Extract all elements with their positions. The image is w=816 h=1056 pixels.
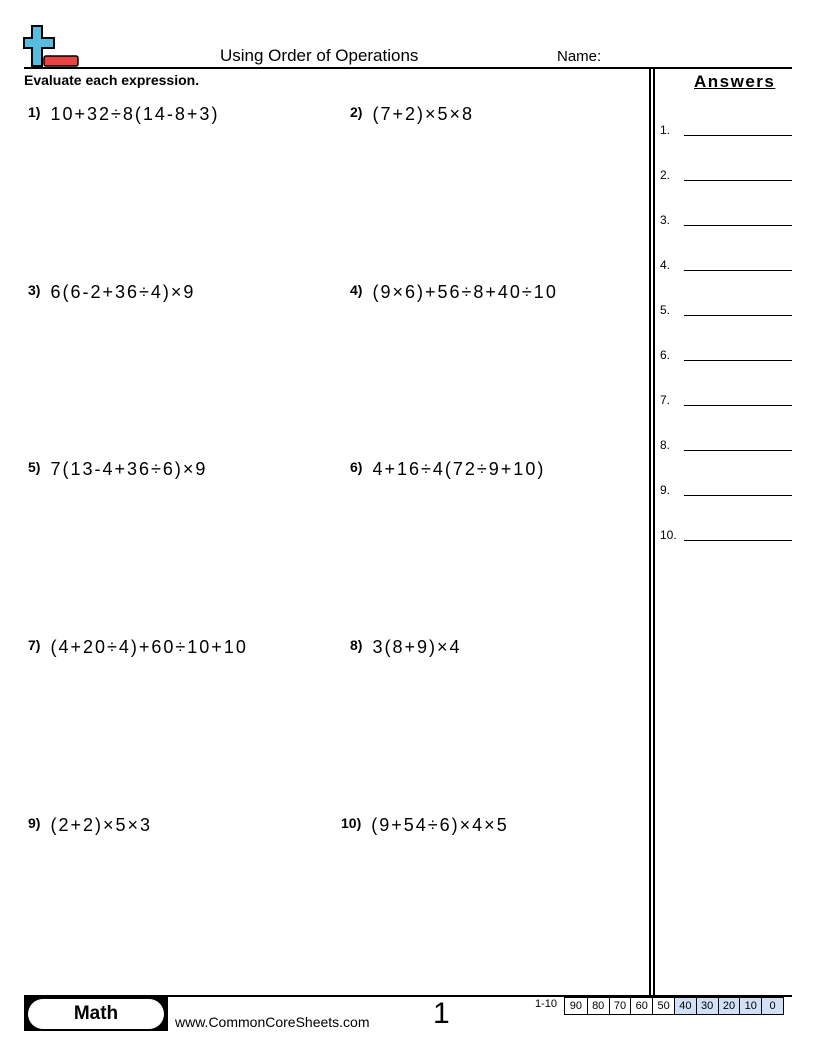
answer-blank-10[interactable] <box>660 528 792 542</box>
problem-number: 9) <box>28 815 41 831</box>
score-cell: 90 <box>569 1000 583 1012</box>
score-cell: 30 <box>696 998 718 1014</box>
problem-expression: 10+32÷8(14-8+3) <box>50 104 220 124</box>
problem-4 <box>350 282 558 303</box>
answer-blank-8[interactable] <box>660 438 792 452</box>
answer-label: 1. <box>660 123 671 137</box>
problem-5 <box>28 459 207 480</box>
problem-expression: 4+16÷4(72÷9+10) <box>372 459 546 479</box>
problem-expression: (2+2)×5×3 <box>50 815 153 835</box>
answer-line[interactable] <box>684 360 792 361</box>
problem-number: 7) <box>28 637 41 653</box>
answer-label: 5. <box>660 303 671 317</box>
problem-number: 1) <box>28 104 41 120</box>
answer-label: 2. <box>660 168 671 182</box>
site-url: www.CommonCoreSheets.com <box>175 1014 370 1030</box>
score-cell: 60 <box>630 998 652 1014</box>
answer-label: 9. <box>660 483 671 497</box>
problem-expression: 3(8+9)×4 <box>372 637 462 657</box>
problem-expression: (9+54÷6)×4×5 <box>371 815 509 835</box>
answer-label: 8. <box>660 438 671 452</box>
answer-blank-7[interactable] <box>660 393 792 407</box>
page-number: 1 <box>433 997 450 1030</box>
problem-2 <box>350 104 474 125</box>
problem-expression: 7(13-4+36÷6)×9 <box>50 459 208 479</box>
problem-6 <box>350 459 545 480</box>
answer-column-divider <box>649 68 651 996</box>
problem-8 <box>350 637 462 658</box>
worksheet-title: Using Order of Operations <box>220 46 419 65</box>
score-range-label: 1-10 <box>535 998 558 1010</box>
problem-number: 6) <box>350 459 363 475</box>
score-cell: 0 <box>761 998 783 1014</box>
problem-expression: 6(6-2+36÷4)×9 <box>50 282 196 302</box>
answer-label: 4. <box>660 258 671 272</box>
answer-line[interactable] <box>684 135 792 136</box>
problem-expression: (4+20÷4)+60÷10+10 <box>50 637 248 657</box>
score-cell: 50 <box>652 998 674 1014</box>
score-table <box>564 997 784 1015</box>
score-cell: 70 <box>609 998 631 1014</box>
instructions: Evaluate each expression. <box>24 72 200 88</box>
answer-blank-4[interactable] <box>660 258 792 272</box>
score-cell: 40 <box>674 998 696 1014</box>
answer-line[interactable] <box>684 540 792 541</box>
problem-9 <box>28 815 152 836</box>
problem-number: 3) <box>28 282 41 298</box>
answer-label: 7. <box>660 393 671 407</box>
answers-heading: Answers <box>694 72 776 91</box>
score-cell: 80 <box>587 998 609 1014</box>
answer-line[interactable] <box>684 405 792 406</box>
answer-blank-1[interactable] <box>660 123 792 137</box>
answer-line[interactable] <box>684 450 792 451</box>
answer-line[interactable] <box>684 180 792 181</box>
problem-number: 8) <box>350 637 363 653</box>
answer-blank-5[interactable] <box>660 303 792 317</box>
answer-blank-2[interactable] <box>660 168 792 182</box>
name-label: Name: <box>557 48 602 65</box>
problem-10 <box>341 815 509 836</box>
answer-label: 3. <box>660 213 671 227</box>
answer-line[interactable] <box>684 225 792 226</box>
problem-number: 5) <box>28 459 41 475</box>
problem-7 <box>28 637 248 658</box>
answer-blank-6[interactable] <box>660 348 792 362</box>
header-divider <box>24 67 792 69</box>
answer-line[interactable] <box>684 270 792 271</box>
problem-3 <box>28 282 195 303</box>
subject-label: Math <box>28 999 164 1029</box>
problem-expression: (7+2)×5×8 <box>372 104 475 124</box>
answer-column-divider <box>653 68 655 996</box>
answer-blank-9[interactable] <box>660 483 792 497</box>
logo-plus-minus-icon <box>22 24 80 68</box>
score-cell: 20 <box>718 998 740 1014</box>
answer-line[interactable] <box>684 315 792 316</box>
score-cell: 10 <box>739 998 761 1014</box>
answer-line[interactable] <box>684 495 792 496</box>
problem-number: 10) <box>341 815 362 831</box>
answer-label: 10. <box>660 528 677 542</box>
problem-number: 2) <box>350 104 363 120</box>
problem-number: 4) <box>350 282 363 298</box>
answer-label: 6. <box>660 348 671 362</box>
problem-expression: (9×6)+56÷8+40÷10 <box>372 282 558 302</box>
answer-blank-3[interactable] <box>660 213 792 227</box>
problem-1 <box>28 104 219 125</box>
